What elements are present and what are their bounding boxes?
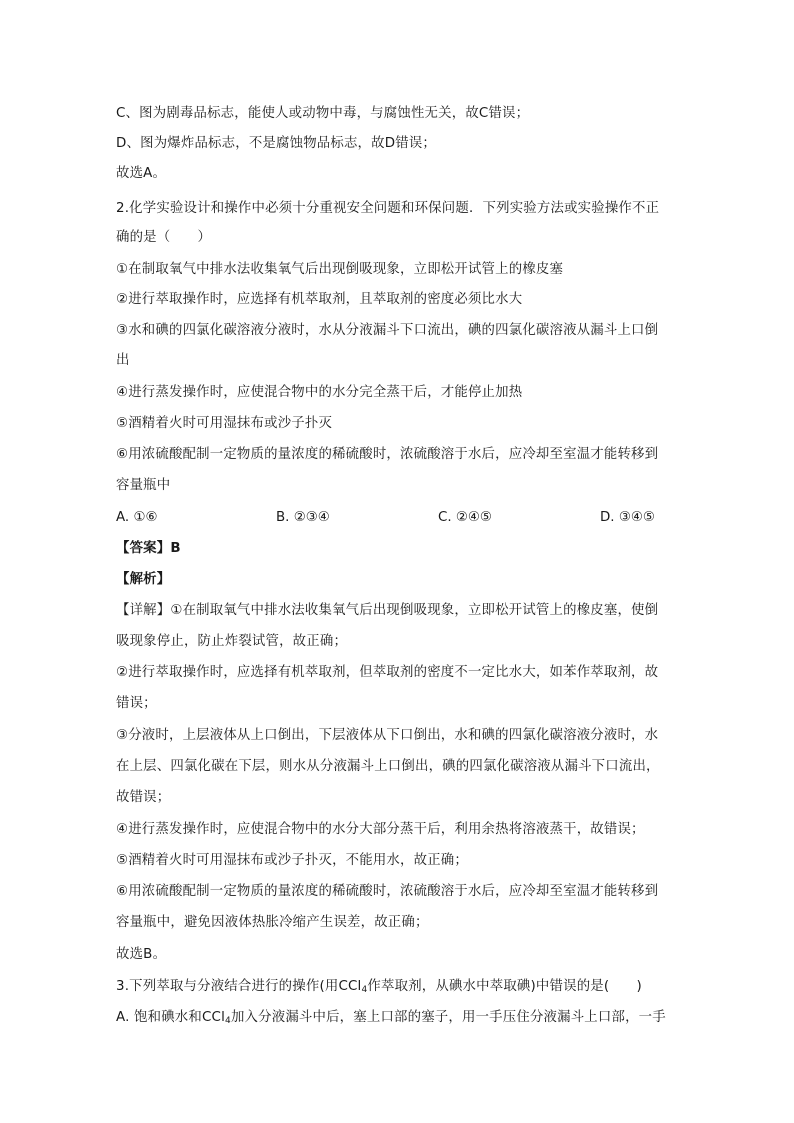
statement-3-line2: 出: [116, 353, 130, 368]
statement-6-line2: 容量瓶中: [116, 478, 171, 493]
option-c-explanation: C、图为剧毒品标志，能使人或动物中毒，与腐蚀性无关，故C错误；: [116, 106, 530, 121]
detail-3-line1: ③分液时，上层液体从上口倒出，下层液体从下口倒出，水和碘的四氯化碳溶液分液时，水: [116, 728, 659, 743]
option-d-explanation: D、图为爆炸品标志，不是腐蚀物品标志，故D错误；: [116, 136, 437, 151]
option-b: B. ②③④: [276, 510, 330, 525]
detail-4: ④进行蒸发操作时，应使混合物中的水分大部分蒸干后，利用余热将溶液蒸干，故错误；: [116, 822, 645, 837]
detail-3-line2: 在上层、四氯化碳在下层，则水从分液漏斗上口倒出，碘的四氯化碳溶液从漏斗下口流出，: [116, 759, 660, 774]
question-3-option-a-post: 加入分液漏斗中后，塞上口部的塞子，用一手压住分液漏斗上口部，一手: [230, 1010, 666, 1025]
detail-6-line1: ⑥用浓硫酸配制一定物质的量浓度的稀硫酸时，浓硫酸溶于水后，应冷却至室温才能转移到: [116, 884, 659, 899]
question-3-stem: [116, 977, 696, 1000]
detail-1-line1: 【详解】①在制取氧气中排水法收集氧气后出现倒吸现象，立即松开试管上的橡皮塞，使倒: [116, 603, 659, 618]
option-a: A. ①⑥: [116, 510, 158, 525]
conclusion-q1: 故选A。: [116, 166, 167, 181]
question-3-option-a: [116, 1008, 696, 1031]
statement-2: ②进行萃取操作时，应选择有机萃取剂，且萃取剂的密度必须比水大: [116, 292, 523, 307]
detail-3-line3: 故错误；: [116, 790, 171, 805]
detail-2-line2: 错误；: [116, 696, 157, 711]
question-3-stem-sub: 4: [361, 985, 368, 995]
answer-label: 【答案】B: [116, 541, 181, 556]
analysis-label: 【解析】: [116, 572, 171, 587]
option-c: C. ②④⑤: [438, 510, 492, 525]
question-2-stem-line1: 2.化学实验设计和操作中必须十分重视安全问题和环保问题．下列实验方法或实验操作不正: [116, 201, 660, 216]
detail-2-line1: ②进行萃取操作时，应选择有机萃取剂，但萃取剂的密度不一定比水大，如苯作萃取剂，故: [116, 665, 659, 680]
statement-1: ①在制取氧气中排水法收集氧气后出现倒吸现象，立即松开试管上的橡皮塞: [116, 262, 564, 277]
option-d: D. ③④⑤: [600, 510, 655, 525]
statement-6-line1: ⑥用浓硫酸配制一定物质的量浓度的稀硫酸时，浓硫酸溶于水后，应冷却至室温才能转移到: [116, 447, 659, 462]
question-3-option-a-sub: 4: [225, 1016, 231, 1026]
statement-4: ④进行蒸发操作时，应使混合物中的水分完全蒸干后，才能停止加热: [116, 385, 523, 400]
question-3-option-a-pre: A. 饱和碘水和CCl: [116, 1010, 226, 1025]
conclusion-q2: 故选B。: [116, 947, 167, 962]
detail-1-line2: 吸现象停止，防止炸裂试管，故正确；: [116, 634, 348, 649]
question-3-stem-pre: 3.下列萃取与分液结合进行的操作(用CCl: [116, 979, 362, 994]
statement-3-line1: ③水和碘的四氯化碳溶液分液时，水从分液漏斗下口流出，碘的四氯化碳溶液从漏斗上口倒: [116, 323, 659, 338]
detail-6-line2: 容量瓶中，避免因液体热胀冷缩产生误差，故正确；: [116, 915, 429, 930]
detail-5: ⑤酒精着火时可用湿抹布或沙子扑灭，不能用水，故正确；: [116, 853, 468, 868]
statement-5: ⑤酒精着火时可用湿抹布或沙子扑灭: [116, 416, 333, 431]
question-2-stem-line2: 确的是（ ）: [116, 230, 212, 245]
question-3-stem-post: 作萃取剂，从碘水中萃取碘)中错误的是( ): [367, 979, 642, 994]
